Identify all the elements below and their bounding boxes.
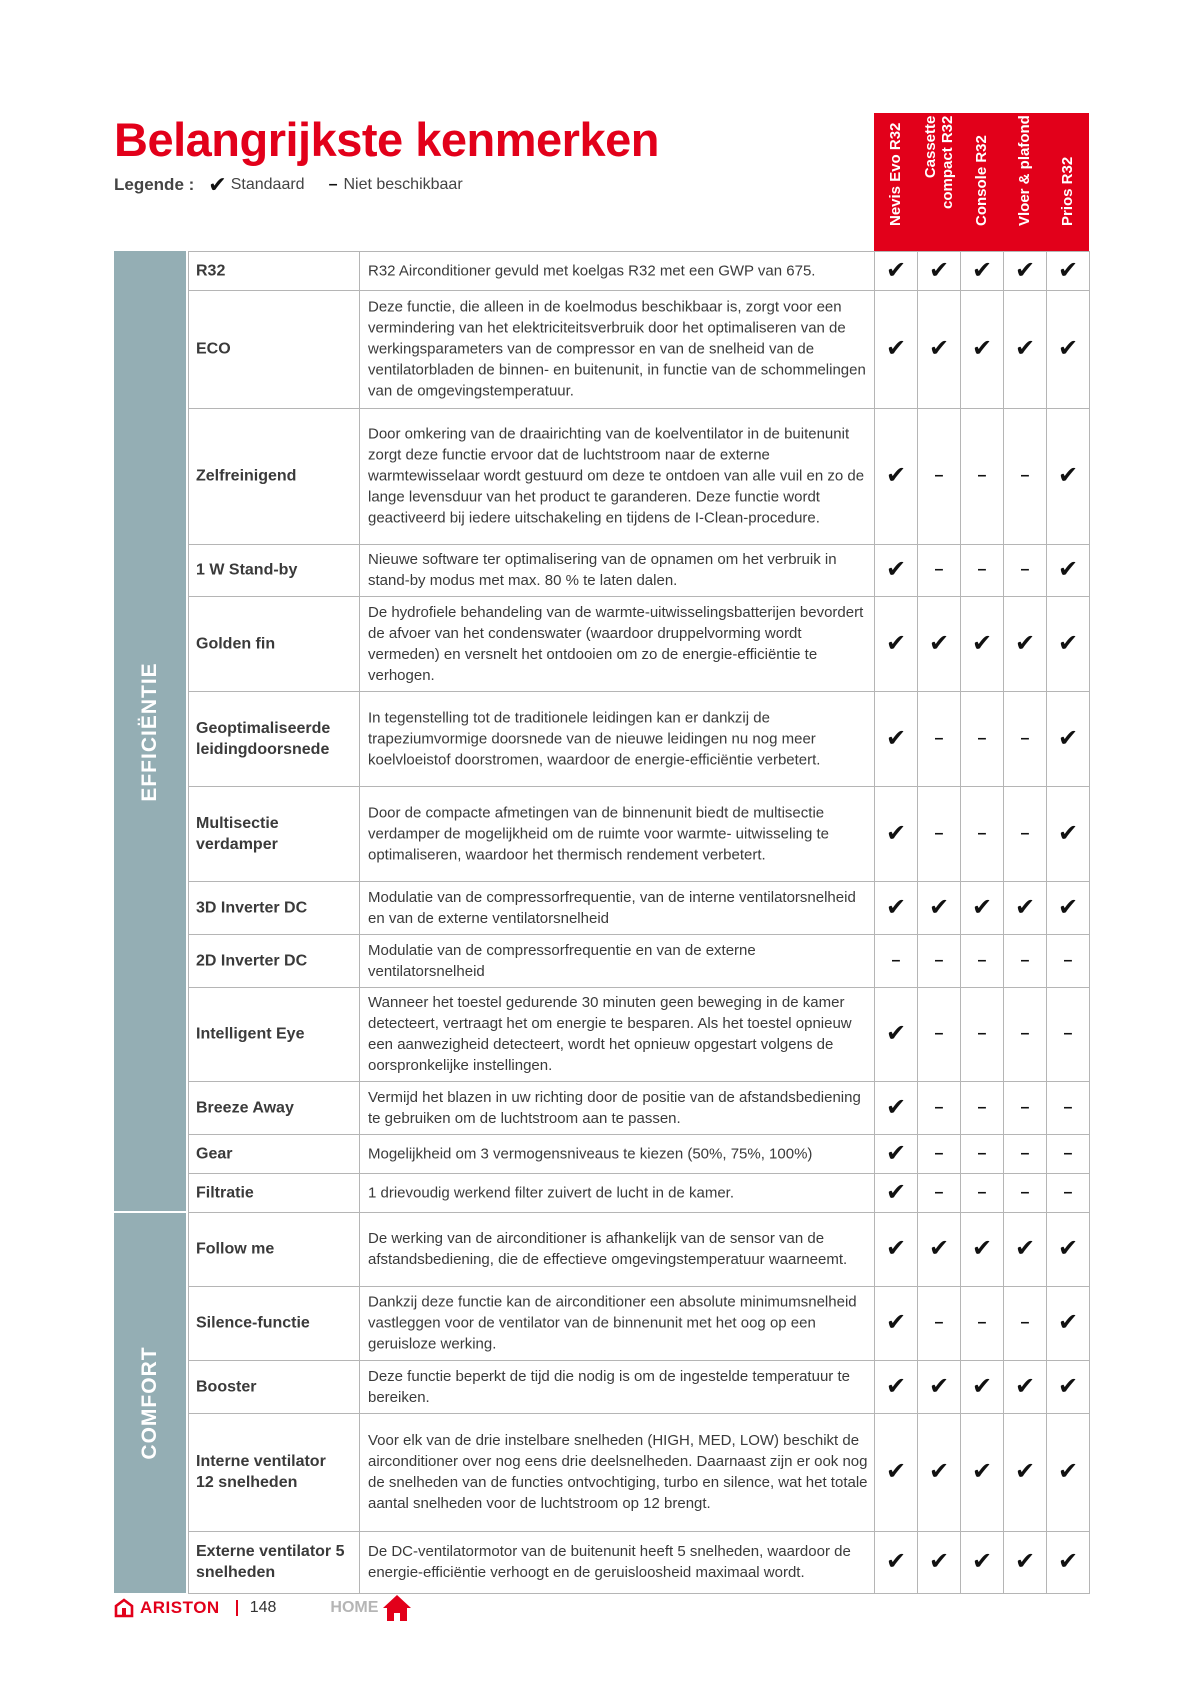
feature-description: Vermijd het blazen in uw richting door de positie van de afstandsbediening te gebruiken om de luchtstroom aan te passen. [368, 1088, 861, 1127]
check-icon: ✔ [928, 893, 950, 921]
dash-icon: – [1020, 561, 1030, 578]
dash-icon: – [1020, 1098, 1030, 1116]
check-icon: ✔ [1014, 335, 1036, 362]
page-title: Belangrijkste kenmerken [114, 113, 659, 166]
legend-not-available: Niet beschikbaar [343, 176, 463, 193]
check-icon: ✔ [1057, 1235, 1079, 1262]
check-icon: ✔ [1057, 1458, 1079, 1485]
feature-name: Gear [196, 1145, 233, 1162]
dash-icon: – [1020, 467, 1030, 484]
category-label: EFFICIËNTIE [138, 661, 161, 802]
feature-name: Intelligent Eye [196, 1025, 305, 1043]
brand-logo [114, 1598, 220, 1618]
table-row [188, 290, 1089, 408]
table-row [188, 1531, 1089, 1593]
check-icon: ✔ [885, 1020, 907, 1047]
dash-icon: – [934, 1314, 944, 1331]
table-row [188, 596, 1089, 691]
brand-name: ARISTON [140, 1598, 220, 1617]
dash-icon: – [1020, 1025, 1030, 1042]
column-header [874, 113, 918, 251]
feature-description: De werking van de airconditioner is afhankelijk van de sensor van de afstandsbediening, die de effectieve omgevingstemperatuur waarneemt. [368, 1230, 848, 1268]
check-icon: ✔ [885, 1372, 907, 1400]
dash-icon: – [934, 467, 944, 484]
column-header-label: Console R32 [973, 135, 990, 226]
table-row [188, 1173, 1089, 1212]
column-header-label: Cassette compact R32 [921, 115, 956, 209]
check-icon: ✔ [928, 256, 950, 284]
check-icon: ✔ [1014, 893, 1036, 921]
table-row [188, 408, 1089, 544]
dash-icon: – [977, 1098, 987, 1116]
check-icon: ✔ [1014, 1548, 1036, 1575]
feature-name: R32 [196, 262, 226, 279]
dash-icon: – [934, 1098, 944, 1116]
dash-icon: – [1020, 1183, 1030, 1201]
check-icon: ✔ [1057, 893, 1079, 921]
table-row [188, 544, 1089, 596]
check-icon: ✔ [1057, 1372, 1079, 1400]
dash-icon: – [1020, 729, 1030, 747]
dash-icon: – [977, 1314, 987, 1331]
check-icon: ✔ [1057, 724, 1079, 752]
table-row [188, 691, 1089, 786]
check-icon: ✔ [971, 1372, 993, 1400]
category-band [114, 1212, 186, 1593]
table-row [188, 1413, 1089, 1531]
home-link[interactable] [330, 1594, 412, 1622]
feature-name: Booster [196, 1378, 257, 1395]
check-icon: ✔ [885, 556, 907, 583]
category-divider [114, 1211, 186, 1213]
feature-description: Door omkering van de draairichting van de koelventilator in de buitenunit zorgt deze functie ervoor dat de luchtstroom naar de externe warmtewisselaar wordt gestuurd om deze te ontdoen van alle vuil en zo de lange levensduur van het product te garanderen. Deze functie wordt geactiveerd bij iedere uitschakeling en tijdens de I-Clean-procedure. [368, 425, 865, 527]
check-icon: ✔ [885, 1093, 907, 1121]
check-icon: ✔ [885, 819, 907, 847]
dash-icon: – [1020, 951, 1030, 969]
table-row [188, 1081, 1089, 1134]
table-row [188, 1360, 1089, 1413]
table-row [188, 786, 1089, 881]
check-icon: ✔ [1057, 629, 1079, 657]
feature-description: Door de compacte afmetingen van de binnenunit biedt de multisectie verdamper de mogelijkheid om de ruimte voor warmte- uitwisseling te optimaliseren, waardoor het thermisch rendement verbetert. [368, 804, 830, 863]
dash-icon: – [934, 1183, 944, 1201]
check-icon: ✔ [885, 1235, 907, 1262]
table-row [188, 987, 1089, 1081]
table-row [188, 934, 1089, 987]
dash-icon: – [891, 951, 901, 969]
check-icon: ✔ [885, 1458, 907, 1485]
feature-name: 2D Inverter DC [196, 952, 308, 969]
feature-description: R32 Airconditioner gevuld met koelgas R32 met een GWP van 675. [368, 262, 816, 279]
check-icon: ✔ [928, 1235, 950, 1262]
check-icon: ✔ [885, 1139, 907, 1167]
check-icon: ✔ [1057, 335, 1079, 362]
table-row [188, 1286, 1089, 1360]
column-header [960, 113, 1004, 251]
page-number: 148 [249, 1599, 277, 1616]
check-icon: ✔ [885, 462, 907, 489]
feature-name: Multisectie verdamper [196, 814, 279, 853]
check-icon: ✔ [885, 1548, 907, 1575]
column-header-label: Nevis Evo R32 [887, 122, 904, 226]
feature-name: 3D Inverter DC [196, 899, 308, 916]
check-icon: ✔ [928, 1458, 950, 1485]
check-icon: ✔ [928, 1372, 950, 1400]
feature-description: Deze functie, die alleen in de koelmodus beschikbaar is, zorgt voor een vermindering van het elektriciteitsverbruik door het optimaliseren van de werkingsparameters van de compressor en van de snelheid van de ventilatorbladen de binnen- en buitenunit, in functie van de schommelingen van de omgevingstemperatuur. [368, 298, 866, 400]
column-header [1003, 113, 1047, 251]
check-icon: ✔ [928, 335, 950, 362]
dash-icon: – [977, 729, 987, 747]
table-row [188, 1212, 1089, 1286]
footer-divider [236, 1600, 238, 1616]
dash-icon: – [977, 1183, 987, 1201]
check-icon: ✔ [971, 1458, 993, 1485]
check-icon: ✔ [971, 1235, 993, 1262]
footer [114, 1593, 412, 1623]
feature-description: Modulatie van de compressorfrequentie en van de externe ventilatorsnelheid [368, 941, 756, 980]
feature-description: Deze functie beperkt de tijd die nodig is om de ingestelde temperatuur te bereiken. [368, 1367, 850, 1406]
dash-icon: – [1063, 1183, 1073, 1201]
category-band [114, 251, 186, 1212]
check-icon: ✔ [885, 256, 907, 284]
feature-description: 1 drievoudig werkend filter zuivert de lucht in de kamer. [368, 1184, 735, 1201]
dash-icon: – [977, 1144, 987, 1162]
column-divider [1089, 251, 1090, 1594]
dash-icon: – [1063, 1144, 1073, 1162]
check-icon: ✔ [928, 1548, 950, 1575]
dash-icon: – [977, 951, 987, 969]
feature-name: Filtratie [196, 1184, 254, 1201]
check-icon: ✔ [971, 1548, 993, 1575]
table-row [188, 251, 1089, 290]
feature-description: Modulatie van de compressorfrequentie, van de interne ventilatorsnelheid en van de externe ventilatorsnelheid [368, 888, 856, 927]
check-icon: ✔ [885, 335, 907, 362]
legend-standard: Standaard [230, 176, 305, 193]
feature-name: Golden fin [196, 635, 276, 652]
legend [114, 172, 487, 197]
check-icon: ✔ [208, 172, 227, 197]
check-icon: ✔ [971, 256, 993, 284]
dash-icon: – [934, 561, 944, 578]
feature-description: Wanneer het toestel gedurende 30 minuten geen beweging in de kamer detecteert, vertraagt het om energie te besparen. Als het toestel opnieuw een aanwezigheid detecteert, wordt het opnieuw opgestart volgens de oorspronkelijke instellingen. [368, 994, 852, 1074]
legend-label: Legende : [114, 175, 195, 194]
dash-icon: – [977, 467, 987, 484]
check-icon: ✔ [885, 629, 907, 657]
check-icon: ✔ [885, 724, 907, 752]
check-icon: ✔ [1057, 462, 1079, 489]
ariston-logo-icon [114, 1598, 134, 1618]
home-icon [382, 1594, 412, 1622]
column-header [917, 113, 961, 251]
check-icon: ✔ [1014, 1235, 1036, 1262]
check-icon: ✔ [885, 1309, 907, 1336]
feature-description: De hydrofiele behandeling van de warmte-uitwisselingsbatterijen bevordert de afvoer van het condenswater (waardoor druppelvorming wordt vermeden) en versnelt het ontdooien om zo de energie-efficiëntie te verhogen. [368, 603, 864, 684]
column-header [1046, 113, 1090, 251]
column-header-label: Prios R32 [1059, 156, 1076, 226]
dash-icon: – [1020, 1314, 1030, 1331]
table-row [188, 1134, 1089, 1173]
check-icon: ✔ [971, 629, 993, 657]
feature-name: Interne ventilator 12 snelheden [196, 1453, 326, 1491]
check-icon: ✔ [1057, 1548, 1079, 1575]
dash-icon: – [1063, 1025, 1073, 1042]
check-icon: ✔ [1014, 1372, 1036, 1400]
check-icon: ✔ [1057, 256, 1079, 284]
feature-description: Nieuwe software ter optimalisering van de opnamen om het verbruik in stand-by modus met max. 80 % te laten dalen. [368, 551, 837, 589]
dash-icon: – [328, 176, 338, 193]
feature-description: De DC-ventilatormotor van de buitenunit heeft 5 snelheden, waardoor de energie-efficiëntie verhoogt en de geruisloosheid maximaal wordt. [368, 1543, 851, 1581]
check-icon: ✔ [1057, 556, 1079, 583]
dash-icon: – [1063, 1098, 1073, 1116]
feature-name: Externe ventilator 5 snelheden [196, 1543, 345, 1581]
feature-name: Geoptimaliseerde leidingdoorsnede [196, 719, 331, 758]
feature-name: ECO [196, 340, 231, 358]
table-row [188, 881, 1089, 934]
feature-description: Dankzij deze functie kan de airconditioner een absolute minimumsnelheid vastleggen voor de ventilator van de binnenunit met het oog op een geruisloze werking. [368, 1293, 857, 1353]
dash-icon: – [1063, 951, 1073, 969]
dash-icon: – [934, 1025, 944, 1042]
dash-icon: – [934, 729, 944, 747]
check-icon: ✔ [1014, 1458, 1036, 1485]
check-icon: ✔ [971, 335, 993, 362]
category-label: COMFORT [138, 1345, 161, 1460]
check-icon: ✔ [1057, 819, 1079, 847]
feature-name: Silence-functie [196, 1314, 310, 1332]
check-icon: ✔ [971, 893, 993, 921]
dash-icon: – [934, 1144, 944, 1162]
feature-name: Follow me [196, 1240, 275, 1258]
home-label: HOME [330, 1599, 379, 1616]
column-header-label: Vloer & plafond [1016, 115, 1033, 226]
check-icon: ✔ [1057, 1309, 1079, 1336]
dash-icon: – [1020, 1144, 1030, 1162]
feature-name: 1 W Stand-by [196, 561, 298, 579]
check-icon: ✔ [1014, 629, 1036, 657]
dash-icon: – [934, 951, 944, 969]
feature-name: Zelfreinigend [196, 467, 297, 485]
feature-description: In tegenstelling tot de traditionele leidingen kan er dankzij de trapeziumvormige doorsnede van de nieuwe leidingen nu nog meer koelvloeistof doorstromen, waardoor de energie-efficiëntie verbetert. [368, 709, 821, 768]
check-icon: ✔ [885, 893, 907, 921]
check-icon: ✔ [928, 629, 950, 657]
dash-icon: – [977, 1025, 987, 1042]
dash-icon: – [1020, 824, 1030, 842]
dash-icon: – [934, 824, 944, 842]
feature-description: Mogelijkheid om 3 vermogensniveaus te kiezen (50%, 75%, 100%) [368, 1145, 813, 1162]
check-icon: ✔ [885, 1178, 907, 1206]
feature-name: Breeze Away [196, 1099, 294, 1116]
check-icon: ✔ [1014, 256, 1036, 284]
dash-icon: – [977, 824, 987, 842]
feature-description: Voor elk van de drie instelbare snelheden (HIGH, MED, LOW) beschikt de airconditioner over nog eens drie deelsnelheden. Daarnaast zijn er ook nog de snelheden van de functies ontvochtiging, turbo en silence, wat het totale aantal snelheden voor de luchtstroom op 12 brengt. [368, 1432, 868, 1512]
dash-icon: – [977, 561, 987, 578]
